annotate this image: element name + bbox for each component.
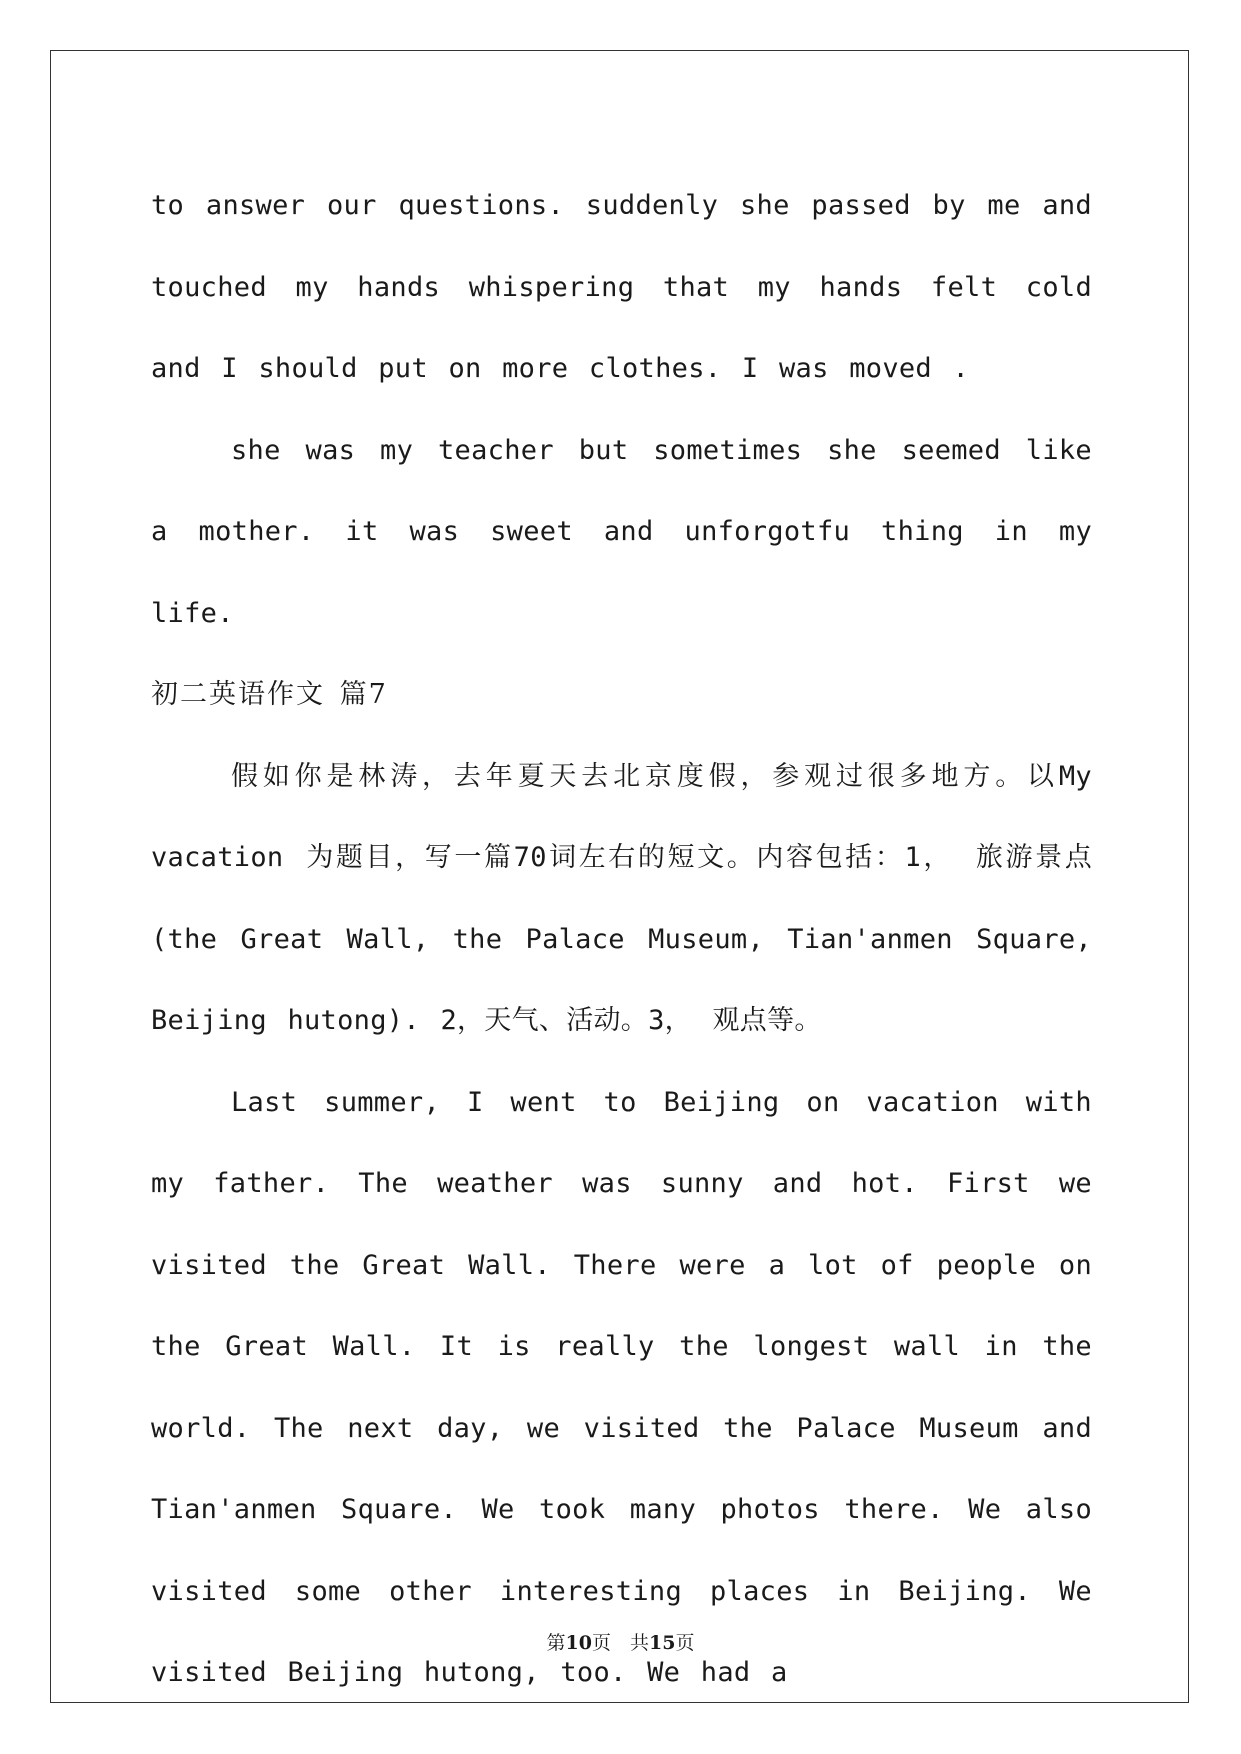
footer-prefix: 第 <box>546 1632 566 1654</box>
paragraph-essay: Last summer, I went to Beijing on vacation with my father. The weather was sunny and hot. First we visited the Great Wall. There were a lot of people on the Great Wall. It is really the longest wall in the world. The next day, we visited the Palace Museum and Tian'anmen Square. We took many photos there. We also visited some other interesting places in Beijing. We visited Beijing hutong, too. We had a <box>151 1086 1092 1688</box>
footer-suffix: 页 <box>675 1632 695 1654</box>
page-footer <box>0 1628 1241 1655</box>
paragraph-continuation: to answer our questions. suddenly she passed by me and touched my hands whispering that my hands felt cold and I should put on more clothes. I was moved . <box>151 190 1092 384</box>
footer-total-pages: 15 <box>649 1632 676 1654</box>
document-body <box>151 165 1092 1714</box>
footer-page-number: 10 <box>565 1632 592 1654</box>
section-heading: 初二英语作文 篇7 <box>151 679 388 710</box>
footer-middle: 页 共 <box>591 1632 649 1654</box>
paragraph-prompt: 假如你是林涛，去年夏天去北京度假，参观过很多地方。以My vacation 为题目，写一篇70词左右的短文。内容包括：1， 旅游景点(the Great Wall, the Palace Museum, Tian'anmen Square, Beijing hutong). 2，天气、活动。3， 观点等。 <box>151 760 1092 1036</box>
paragraph-teacher-mother: she was my teacher but sometimes she seemed like a mother. it was sweet and unforgotfu thing in my life. <box>151 434 1092 629</box>
